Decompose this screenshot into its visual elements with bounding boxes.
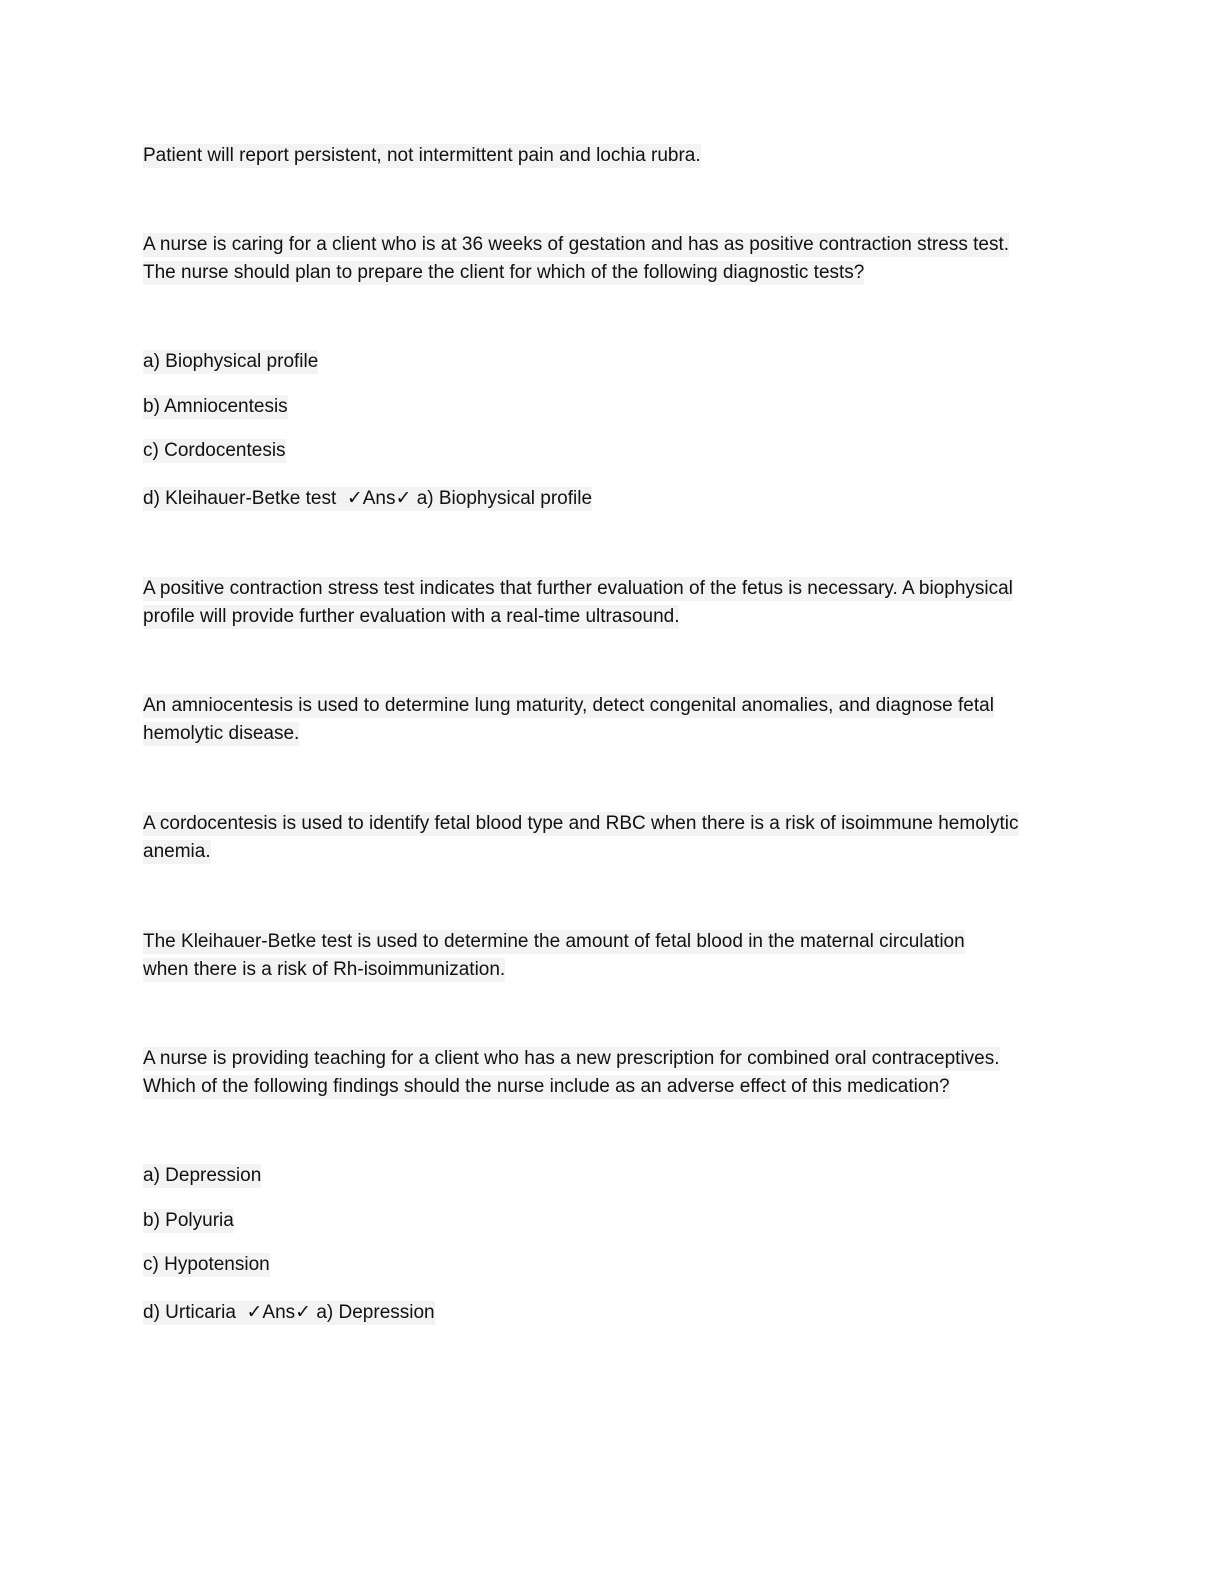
option-d-text: d) Urticaria (143, 1302, 236, 1323)
question-1-option-a: a) Biophysical profile (143, 351, 319, 372)
question-2-option-a: a) Depression (143, 1165, 262, 1186)
question-2-option-b: b) Polyuria (143, 1210, 234, 1231)
ans-label: Ans (262, 1302, 296, 1323)
rationale-4-line-2: when there is a risk of Rh-isoimmunization. (143, 959, 506, 980)
rationale-1-line-2: profile will provide further evaluation with a real-time ultrasound. (143, 606, 680, 627)
ans-label: Ans (362, 488, 396, 509)
question-1-option-c: c) Cordocentesis (143, 440, 286, 461)
intro-text: Patient will report persistent, not intermittent pain and lochia rubra. (143, 145, 701, 166)
check-icon: ✓ (295, 1302, 312, 1323)
question-1-option-b: b) Amniocentesis (143, 396, 288, 417)
check-icon: ✓ (395, 488, 412, 509)
answer-text: a) Depression (316, 1302, 435, 1323)
question-2-stem-line-1: A nurse is providing teaching for a client who has a new prescription for combined oral contraceptives. (143, 1048, 1000, 1069)
rationale-4-line-1: The Kleihauer-Betke test is used to determine the amount of fetal blood in the maternal circulation (143, 931, 965, 952)
question-1-stem-line-1: A nurse is caring for a client who is at 36 weeks of gestation and has as positive contraction stress test. (143, 234, 1010, 255)
question-1-option-d-with-answer (143, 485, 592, 513)
option-d-text: d) Kleihauer-Betke test (143, 488, 337, 509)
rationale-2-line-2: hemolytic disease. (143, 723, 300, 744)
rationale-1-line-1: A positive contraction stress test indicates that further evaluation of the fetus is necessary. A biophysical (143, 578, 1013, 599)
rationale-2-line-1: An amniocentesis is used to determine lung maturity, detect congenital anomalies, and diagnose fetal (143, 695, 994, 716)
rationale-3-line-1: A cordocentesis is used to identify fetal blood type and RBC when there is a risk of isoimmune hemolytic (143, 813, 1019, 834)
question-2-option-d-with-answer (143, 1299, 435, 1327)
question-1-stem-line-2: The nurse should plan to prepare the client for which of the following diagnostic tests? (143, 262, 865, 283)
check-icon: ✓ (346, 488, 363, 509)
question-2-option-c: c) Hypotension (143, 1254, 270, 1275)
rationale-3-line-2: anemia. (143, 841, 211, 862)
answer-text: a) Biophysical profile (416, 488, 593, 509)
check-icon: ✓ (246, 1302, 263, 1323)
question-2-stem-line-2: Which of the following findings should the nurse include as an adverse effect of this medication? (143, 1076, 950, 1097)
